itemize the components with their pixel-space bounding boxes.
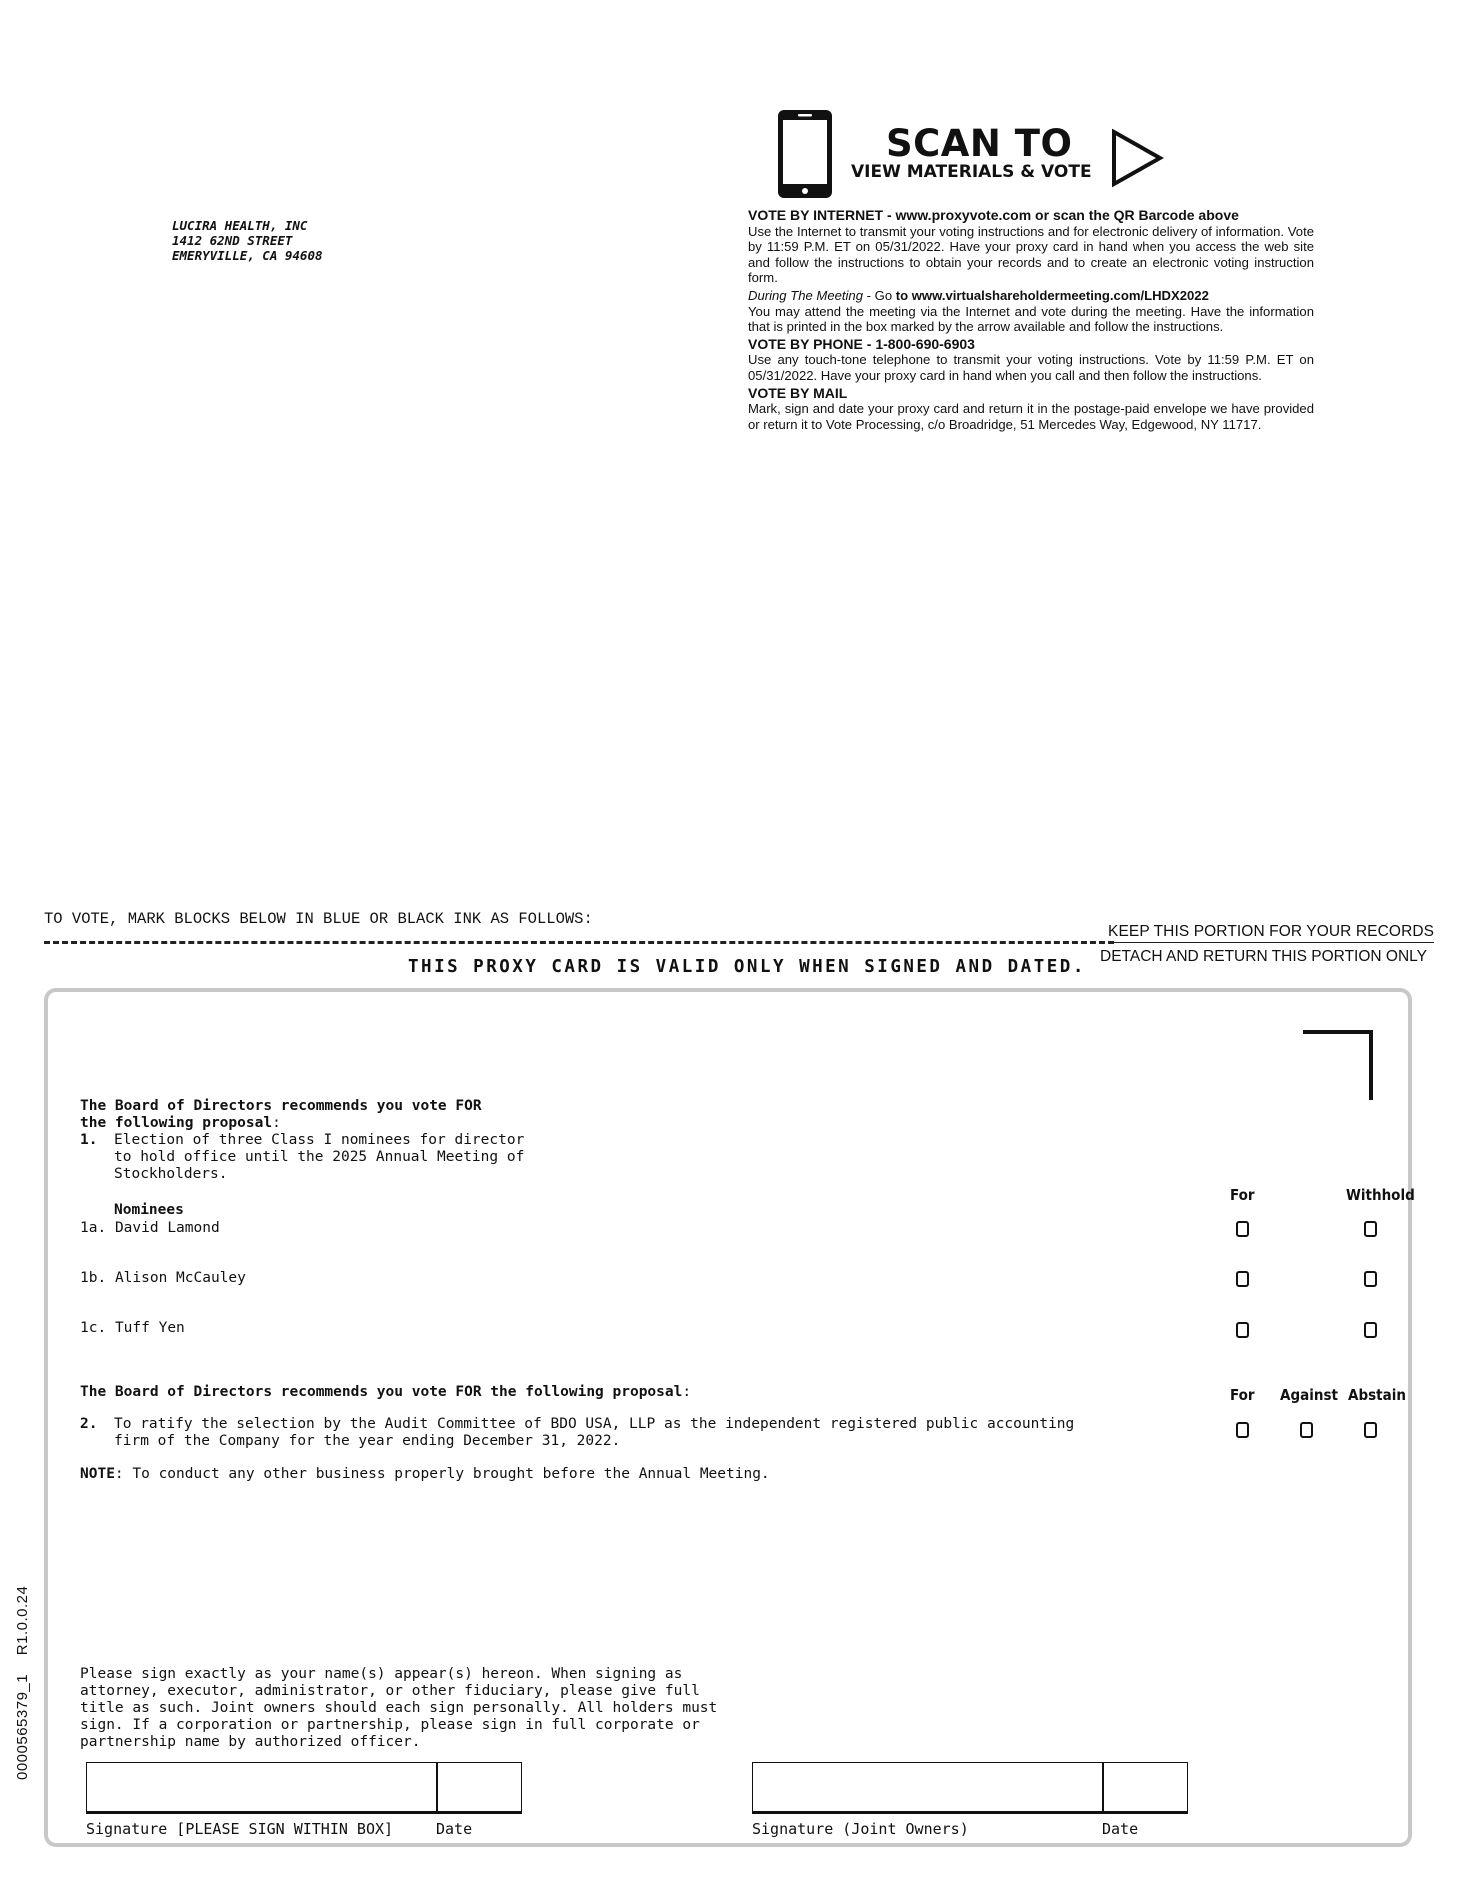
- col-for-1: For: [1230, 1186, 1255, 1204]
- detach-return-label: DETACH AND RETURN THIS PORTION ONLY: [1100, 948, 1427, 965]
- mail-heading: VOTE BY MAIL: [748, 384, 848, 401]
- proposal1-recommend-line2: the following proposal: [80, 1115, 273, 1131]
- for-checkbox-1c[interactable]: [1236, 1322, 1249, 1338]
- abstain-checkbox-2[interactable]: [1364, 1422, 1377, 1438]
- play-arrow-icon: [1110, 128, 1164, 193]
- sign-instructions-line: Please sign exactly as your name(s) appear(s) hereon. When signing as: [80, 1666, 683, 1682]
- nominee-id: 1a.: [80, 1220, 107, 1236]
- mark-instruction: TO VOTE, MARK BLOCKS BELOW IN BLUE OR BLACK INK AS FOLLOWS:: [44, 910, 593, 928]
- signature-date-label: Date: [436, 1820, 473, 1838]
- proposal2-recommendation: [80, 1384, 691, 1401]
- company-city: EMERYVILLE, CA 94608: [172, 248, 323, 263]
- signature-label: Signature [PLEASE SIGN WITHIN BOX]: [86, 1820, 394, 1838]
- meeting-text: You may attend the meeting via the Internet and vote during the meeting. Have the information that is printed in the box marked by the arrow available and follow the instructions.: [748, 303, 1314, 335]
- sign-instructions-line: title as such. Joint owners should each sign personally. All holders must: [80, 1700, 718, 1716]
- nominee-name: Tuff Yen: [114, 1320, 185, 1336]
- phone-icon: [776, 108, 834, 205]
- scan-title: SCAN TO: [886, 122, 1073, 165]
- nominee-row: [80, 1320, 185, 1337]
- proposal1-text-line1: Election of three Class I nominees for director: [114, 1132, 525, 1148]
- sign-instructions-line: sign. If a corporation or partnership, please sign in full corporate or: [80, 1717, 700, 1733]
- company-name: LUCIRA HEALTH, INC: [172, 218, 308, 233]
- nominees-heading: Nominees: [114, 1202, 184, 1218]
- col-abstain: Abstain: [1348, 1386, 1406, 1404]
- col-against: Against: [1280, 1386, 1338, 1404]
- joint-date-box[interactable]: [1102, 1762, 1188, 1814]
- signature-box[interactable]: [86, 1762, 438, 1814]
- proposal1-text-line3: Stockholders.: [114, 1166, 228, 1182]
- scan-subtitle: VIEW MATERIALS & VOTE: [851, 162, 1092, 182]
- proposal2-text-line2: firm of the Company for the year ending December 31, 2022.: [114, 1433, 621, 1449]
- meeting-prefix: During The Meeting: [748, 287, 863, 303]
- phone-heading: VOTE BY PHONE - 1-800-690-6903: [748, 335, 975, 352]
- col-for-2: For: [1230, 1386, 1255, 1404]
- nominee-id: 1b.: [80, 1270, 107, 1286]
- internet-text: Use the Internet to transmit your voting instructions and for electronic delivery of information. Vote by 11:59 P.M. ET on 05/31/2022. Have your proxy card in hand when you access the web site and follow the instructions to obtain your records and to create an electronic voting instruction form.: [748, 223, 1314, 286]
- phone-text: Use any touch-tone telephone to transmit your voting instructions. Vote by 11:59 P.M. ET on 05/31/2022. Have your proxy card in hand when you call and then follow the instructions.: [748, 352, 1314, 383]
- keep-portion-label: KEEP THIS PORTION FOR YOUR RECORDS: [1108, 923, 1434, 943]
- col-withhold: Withhold: [1346, 1186, 1415, 1204]
- proposal1-text-line2: to hold office until the 2025 Annual Meeting of: [114, 1149, 525, 1165]
- company-address: [172, 218, 323, 263]
- meeting-line: [748, 288, 1314, 304]
- proposal1-number: 1.: [80, 1132, 98, 1148]
- for-checkbox-1a[interactable]: [1236, 1221, 1249, 1237]
- proposal1-recommend-line1: The Board of Directors recommends you vote FOR: [80, 1098, 482, 1114]
- voting-instructions: [748, 206, 1314, 432]
- company-street: 1412 62ND STREET: [172, 233, 293, 248]
- detach-line: [44, 941, 1114, 944]
- note-text: : To conduct any other business properly brought before the Annual Meeting.: [114, 1466, 770, 1482]
- proposal2-recommend-text: The Board of Directors recommends you vote FOR the following proposal: [80, 1384, 683, 1400]
- withhold-checkbox-1a[interactable]: [1364, 1221, 1377, 1237]
- proposal1-recommendation: [80, 1098, 482, 1132]
- sign-instructions-line: attorney, executor, administrator, or other fiduciary, please give full: [80, 1683, 700, 1699]
- for-checkbox-1b[interactable]: [1236, 1271, 1249, 1287]
- meeting-url: to www.virtualshareholdermeeting.com/LHDX2022: [895, 287, 1209, 303]
- proposal1-text: [114, 1132, 524, 1183]
- withhold-checkbox-1c[interactable]: [1364, 1322, 1377, 1338]
- proposal2-number: 2.: [80, 1416, 98, 1432]
- sign-instructions: [80, 1666, 717, 1751]
- nominee-row: [80, 1270, 246, 1287]
- side-document-id: 0000565379_1 R1.0.0.24: [14, 1585, 31, 1780]
- for-checkbox-2[interactable]: [1236, 1422, 1249, 1438]
- signature-date-box[interactable]: [436, 1762, 522, 1814]
- proposal1-recommend-colon: :: [272, 1115, 281, 1131]
- internet-heading: VOTE BY INTERNET - www.proxyvote.com or scan the QR Barcode above: [748, 207, 1239, 223]
- mail-text: Mark, sign and date your proxy card and return it in the postage-paid envelope we have provided or return it to Vote Processing, c/o Broadridge, 51 Mercedes Way, Edgewood, NY 11717.: [748, 401, 1314, 432]
- corner-mark: [1303, 1030, 1373, 1100]
- proposal2-text: [114, 1416, 1074, 1450]
- nominee-name: Alison McCauley: [114, 1270, 246, 1286]
- against-checkbox-2[interactable]: [1300, 1422, 1313, 1438]
- valid-notice: THIS PROXY CARD IS VALID ONLY WHEN SIGNED AND DATED.: [408, 957, 1086, 977]
- joint-date-label: Date: [1102, 1820, 1139, 1838]
- note: [80, 1466, 770, 1483]
- proposal2-text-line1: To ratify the selection by the Audit Committee of BDO USA, LLP as the independent registered public accounting: [114, 1416, 1075, 1432]
- nominee-id: 1c.: [80, 1320, 107, 1336]
- nominee-row: [80, 1220, 220, 1237]
- withhold-checkbox-1b[interactable]: [1364, 1271, 1377, 1287]
- sign-instructions-line: partnership name by authorized officer.: [80, 1734, 421, 1750]
- proposal2-recommend-colon: :: [682, 1384, 692, 1400]
- meeting-mid: - Go: [863, 287, 896, 303]
- joint-signature-label: Signature (Joint Owners): [752, 1820, 969, 1838]
- note-label: NOTE: [80, 1466, 115, 1482]
- nominee-name: David Lamond: [114, 1220, 220, 1236]
- joint-signature-box[interactable]: [752, 1762, 1104, 1814]
